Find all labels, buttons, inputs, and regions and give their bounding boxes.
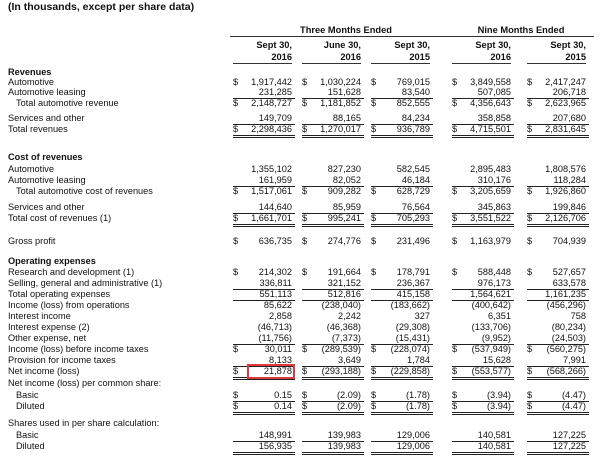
row-value-col3: 178,791	[396, 267, 430, 277]
currency-symbol: $	[371, 77, 377, 87]
row-value-col3: 231,496	[396, 236, 430, 246]
double-underline	[233, 135, 295, 138]
row-label: Total automotive cost of revenues	[16, 186, 153, 196]
currency-symbol: $	[233, 236, 239, 246]
row-value-col3: 1,784	[407, 355, 430, 365]
row-value-col5: 2,831,645	[545, 124, 586, 134]
group-header-three-months: Three Months Ended	[230, 25, 462, 37]
double-underline	[302, 452, 364, 455]
currency-symbol: $	[452, 366, 458, 376]
row-label: Operating expenses	[8, 256, 96, 266]
row-value-col4	[461, 418, 511, 429]
row-value-col3: 84,234	[401, 113, 430, 123]
table-row	[0, 344, 600, 355]
currency-symbol: $	[371, 98, 377, 108]
row-value-col2: (238,040)	[321, 300, 361, 310]
row-value-col3: (1.78)	[405, 401, 430, 411]
double-underline	[527, 224, 589, 227]
row-value-col3: 76,564	[401, 202, 430, 212]
double-underline	[452, 135, 514, 138]
row-value-col4: 1,163,979	[470, 236, 511, 246]
row-label: Automotive leasing	[8, 87, 86, 97]
table-row	[0, 390, 600, 401]
row-label: Total cost of revenues (1)	[8, 213, 112, 223]
row-value-col4: 3,551,522	[470, 213, 511, 223]
currency-symbol: $	[302, 186, 308, 196]
currency-symbol: $	[527, 267, 533, 277]
row-value-col1: 636,735	[258, 236, 292, 246]
currency-symbol: $	[233, 390, 239, 400]
column-header-2-line1: June 30,	[323, 40, 361, 50]
double-underline	[527, 135, 589, 138]
row-value-col1: 30,011	[264, 344, 292, 354]
row-value-col5: 127,225	[552, 441, 586, 451]
row-value-col4: (133,706)	[471, 322, 511, 332]
row-label: Gross profit	[8, 236, 56, 246]
double-underline	[371, 452, 433, 455]
row-value-col2: 321,152	[327, 278, 361, 288]
currency-symbol: $	[527, 366, 533, 376]
table-row	[0, 378, 600, 389]
group-header-nine-months: Nine Months Ended	[448, 25, 594, 37]
row-value-col3: (1.78)	[405, 390, 430, 400]
row-value-col2: 88,165	[332, 113, 361, 123]
row-label: Interest income	[8, 311, 71, 321]
currency-symbol: $	[371, 213, 377, 223]
currency-symbol: $	[302, 77, 308, 87]
table-row	[0, 430, 600, 441]
row-value-col1: 551,113	[259, 289, 292, 299]
currency-symbol: $	[233, 124, 239, 134]
column-header-2-line2: 2016	[340, 52, 361, 62]
row-value-col4: 1,564,621	[470, 289, 511, 299]
row-value-col1: 336,811	[259, 278, 292, 288]
row-value-col3: (15,431)	[395, 333, 430, 343]
row-value-col3: (228,074)	[390, 344, 430, 354]
row-value-col4: 588,448	[477, 267, 511, 277]
row-value-col5: 207,680	[552, 113, 586, 123]
column-header-3	[371, 39, 430, 64]
table-row	[0, 124, 600, 135]
row-label: Diluted	[16, 401, 45, 411]
row-value-col3: 936,789	[396, 124, 430, 134]
table-row	[0, 322, 600, 333]
row-value-col1: 144,640	[258, 202, 292, 212]
row-value-col4: (3.94)	[486, 390, 511, 400]
row-value-col5: (80,234)	[551, 322, 586, 332]
double-underline	[452, 224, 514, 227]
row-value-col3	[380, 152, 430, 163]
row-label: Provision for income taxes	[8, 355, 116, 365]
table-row	[0, 236, 600, 247]
column-header-2	[302, 39, 361, 64]
row-value-col1: 2,148,727	[251, 98, 292, 108]
row-label: Research and development (1)	[8, 267, 135, 277]
row-value-col2: 1,270,017	[320, 124, 361, 134]
row-value-col2: 512,816	[327, 289, 361, 299]
row-value-col3: 83,540	[401, 87, 430, 97]
row-value-col4	[461, 152, 511, 163]
currency-symbol: $	[302, 124, 308, 134]
row-value-col1: 2,298,436	[251, 124, 292, 134]
currency-symbol: $	[527, 390, 533, 400]
double-underline	[233, 412, 295, 415]
row-value-col1: 0.15	[274, 390, 292, 400]
column-header-4-line1: Sept 30,	[475, 40, 511, 50]
row-value-col3: 582,545	[396, 164, 430, 174]
row-value-col1: (46,713)	[257, 322, 292, 332]
double-underline	[233, 452, 295, 455]
row-label: Cost of revenues	[8, 152, 83, 162]
row-value-col2: 995,241	[327, 213, 361, 223]
currency-symbol: $	[527, 236, 533, 246]
row-value-col3	[380, 418, 430, 429]
row-value-col2: 139,983	[327, 441, 361, 451]
row-value-col2: 1,030,224	[320, 77, 361, 87]
row-label: Basic	[16, 390, 39, 400]
row-value-col1: 1,517,061	[251, 186, 292, 196]
net-income-highlight-box	[247, 364, 295, 379]
row-value-col5: (4.47)	[561, 401, 586, 411]
row-label: Other expense, net	[8, 333, 87, 343]
row-label: Automotive	[8, 164, 54, 174]
row-value-col5	[536, 378, 586, 389]
table-row	[0, 278, 600, 289]
row-value-col1: (11,756)	[258, 333, 292, 343]
row-label: Interest expense (2)	[8, 322, 90, 332]
currency-symbol: $	[233, 186, 239, 196]
row-value-col4: 4,356,643	[470, 98, 511, 108]
currency-symbol: $	[452, 401, 458, 411]
currency-symbol: $	[371, 366, 377, 376]
currency-symbol: $	[452, 98, 458, 108]
row-value-col5: 2,126,706	[545, 213, 586, 223]
row-value-col5	[536, 152, 586, 163]
table-row	[0, 202, 600, 213]
column-header-1	[233, 39, 292, 64]
currency-symbol: $	[527, 124, 533, 134]
column-header-5-line1: Sept 30,	[550, 40, 586, 50]
double-underline	[371, 412, 433, 415]
table-row	[0, 98, 600, 109]
row-value-col4: 3,849,558	[470, 77, 511, 87]
row-value-col2	[311, 152, 361, 163]
currency-symbol: $	[452, 267, 458, 277]
row-value-col1	[242, 256, 292, 267]
row-label: Revenues	[8, 67, 52, 77]
table-row	[0, 186, 600, 197]
currency-symbol: $	[452, 390, 458, 400]
column-header-5	[527, 39, 586, 64]
row-label: Automotive leasing	[8, 175, 86, 185]
row-value-col2: (7,373)	[331, 333, 361, 343]
row-value-col3: 327	[414, 311, 430, 321]
row-value-col5: 1,808,576	[545, 164, 586, 174]
double-underline	[452, 412, 514, 415]
row-value-col2: (46,368)	[326, 322, 361, 332]
row-value-col4	[461, 256, 511, 267]
table-row	[0, 289, 600, 300]
row-value-col2	[311, 378, 361, 389]
currency-symbol: $	[302, 390, 308, 400]
row-value-col4: (400,642)	[471, 300, 511, 310]
row-value-col3: 129,006	[396, 441, 430, 451]
table-row	[0, 152, 600, 163]
row-value-col4: 6,351	[488, 311, 511, 321]
row-value-col3	[380, 378, 430, 389]
row-label: Selling, general and administrative (1)	[8, 278, 163, 288]
row-label: Shares used in per share calculation:	[8, 418, 160, 428]
row-value-col1: 161,959	[258, 175, 292, 185]
currency-symbol: $	[233, 401, 239, 411]
row-value-col1: 148,991	[258, 430, 292, 440]
currency-symbol: $	[452, 236, 458, 246]
row-value-col5	[536, 256, 586, 267]
column-header-1-line1: Sept 30,	[256, 40, 292, 50]
row-value-col4: 3,205,659	[470, 186, 511, 196]
row-label: Total revenues	[8, 124, 68, 134]
row-value-col4: 358,858	[477, 113, 511, 123]
row-value-col4: (3.94)	[486, 401, 511, 411]
currency-symbol: $	[233, 77, 239, 87]
row-label: Total automotive revenue	[16, 98, 119, 108]
row-value-col5: (560,275)	[546, 344, 586, 354]
row-value-col2: (293,188)	[321, 366, 361, 376]
column-header-1-line2: 2016	[271, 52, 292, 62]
currency-symbol: $	[233, 98, 239, 108]
row-value-col3: (183,662)	[390, 300, 430, 310]
double-underline	[302, 224, 364, 227]
row-value-col4	[461, 378, 511, 389]
row-label: Income (loss) from operations	[8, 300, 130, 310]
row-value-col4: (537,949)	[471, 344, 511, 354]
row-value-col5: (4.47)	[561, 390, 586, 400]
row-value-col5: 1,926,860	[545, 186, 586, 196]
column-header-3-line2: 2015	[409, 52, 430, 62]
row-label: Basic	[16, 430, 39, 440]
currency-symbol: $	[527, 344, 533, 354]
row-value-col4: 140,581	[477, 441, 511, 451]
double-underline	[302, 135, 364, 138]
column-header-5-line2: 2015	[565, 52, 586, 62]
double-underline	[527, 412, 589, 415]
double-underline	[233, 224, 295, 227]
row-value-col3: (29,308)	[395, 322, 430, 332]
currency-symbol: $	[233, 267, 239, 277]
row-value-col5: 1,161,235	[545, 289, 586, 299]
currency-symbol: $	[527, 98, 533, 108]
row-value-col3	[380, 256, 430, 267]
column-header-4-line2: 2016	[490, 52, 511, 62]
currency-symbol: $	[302, 213, 308, 223]
row-value-col3: 769,015	[396, 77, 430, 87]
row-value-col2	[311, 418, 361, 429]
table-row	[0, 256, 600, 267]
row-value-col5: 758	[570, 311, 586, 321]
row-value-col4: (553,577)	[471, 366, 511, 376]
table-row	[0, 164, 600, 175]
table-row	[0, 441, 600, 452]
currency-symbol: $	[302, 236, 308, 246]
currency-symbol: $	[452, 213, 458, 223]
currency-symbol: $	[302, 267, 308, 277]
row-label: Services and other	[8, 202, 85, 212]
currency-symbol: $	[452, 186, 458, 196]
row-value-col3: 46,184	[401, 175, 430, 185]
row-value-col4: 310,176	[477, 175, 511, 185]
row-value-col4: 345,863	[477, 202, 511, 212]
currency-symbol: $	[452, 77, 458, 87]
row-value-col3: 415,158	[396, 289, 430, 299]
table-row	[0, 418, 600, 429]
currency-symbol: $	[371, 344, 377, 354]
row-value-col2: 82,052	[332, 175, 361, 185]
currency-symbol: $	[233, 213, 239, 223]
row-value-col3: 129,006	[396, 430, 430, 440]
row-value-col5: (568,266)	[546, 366, 586, 376]
column-header-3-line1: Sept 30,	[394, 40, 430, 50]
currency-symbol: $	[371, 186, 377, 196]
row-value-col5: 2,417,247	[545, 77, 586, 87]
row-value-col2: 139,983	[327, 430, 361, 440]
currency-symbol: $	[527, 213, 533, 223]
row-value-col4: (9,952)	[481, 333, 511, 343]
row-value-col4: 140,581	[477, 430, 511, 440]
currency-symbol: $	[302, 98, 308, 108]
row-value-col5: (456,296)	[546, 300, 586, 310]
row-label: Services and other	[8, 113, 85, 123]
currency-symbol: $	[371, 390, 377, 400]
row-value-col2: 191,664	[327, 267, 361, 277]
table-row	[0, 175, 600, 186]
row-value-col3: 705,293	[396, 213, 430, 223]
row-value-col4: 507,085	[477, 87, 511, 97]
table-row	[0, 333, 600, 344]
currency-symbol: $	[452, 344, 458, 354]
currency-symbol: $	[233, 366, 239, 376]
currency-symbol: $	[371, 124, 377, 134]
row-value-col1: 1,917,442	[251, 77, 292, 87]
table-row	[0, 311, 600, 322]
row-label: Net income (loss) per common share:	[8, 378, 162, 388]
row-value-col2: (2.09)	[336, 401, 361, 411]
row-value-col5	[536, 418, 586, 429]
row-value-col1: 156,935	[258, 441, 292, 451]
row-value-col2: 274,776	[327, 236, 361, 246]
row-label: Automotive	[8, 77, 54, 87]
row-value-col5: 206,718	[552, 87, 586, 97]
row-value-col5: (24,503)	[551, 333, 586, 343]
row-value-col4: 976,173	[477, 278, 511, 288]
currency-symbol: $	[371, 236, 377, 246]
currency-symbol: $	[452, 124, 458, 134]
row-value-col4: 4,715,501	[470, 124, 511, 134]
row-label: Income (loss) before income taxes	[8, 344, 149, 354]
row-value-col3: (229,858)	[390, 366, 430, 376]
row-value-col5: 633,578	[552, 278, 586, 288]
row-value-col1	[242, 152, 292, 163]
double-underline	[302, 412, 364, 415]
row-value-col2: 2,242	[338, 311, 361, 321]
row-value-col2: 827,230	[327, 164, 361, 174]
row-value-col1: 1,661,701	[251, 213, 292, 223]
row-label: Diluted	[16, 441, 45, 451]
row-value-col5: 527,657	[552, 267, 586, 277]
currency-symbol: $	[527, 401, 533, 411]
table-row	[0, 113, 600, 124]
row-value-col2: (289,539)	[321, 344, 361, 354]
double-underline	[371, 135, 433, 138]
row-value-col5: 2,623,965	[545, 98, 586, 108]
row-value-col2: 85,959	[332, 202, 361, 212]
currency-symbol: $	[233, 344, 239, 354]
row-value-col1: 231,285	[258, 87, 292, 97]
table-row	[0, 401, 600, 412]
row-value-col5: 7,991	[563, 355, 586, 365]
row-value-col5: 127,225	[552, 430, 586, 440]
row-value-col3: 628,729	[396, 186, 430, 196]
currency-symbol: $	[302, 366, 308, 376]
row-value-col5: 118,284	[553, 175, 586, 185]
column-header-4	[452, 39, 511, 64]
row-value-col2: 151,628	[327, 87, 361, 97]
row-value-col2: 1,181,852	[320, 98, 361, 108]
row-value-col2: 909,282	[327, 186, 361, 196]
currency-symbol: $	[371, 267, 377, 277]
row-value-col1: 0.14	[274, 401, 292, 411]
table-row	[0, 213, 600, 224]
table-row	[0, 87, 600, 98]
currency-symbol: $	[302, 401, 308, 411]
table-row	[0, 366, 600, 377]
table-row	[0, 355, 600, 366]
table-row	[0, 300, 600, 311]
row-value-col1: 8,133	[269, 355, 292, 365]
row-value-col1	[242, 418, 292, 429]
row-value-col1	[242, 378, 292, 389]
currency-symbol: $	[302, 344, 308, 354]
row-value-col1: 2,858	[269, 311, 292, 321]
double-underline	[527, 452, 589, 455]
row-label: Net income (loss)	[8, 366, 80, 376]
row-value-col4: 15,628	[482, 355, 511, 365]
double-underline	[452, 452, 514, 455]
row-value-col1: 21,878	[263, 366, 292, 376]
row-value-col3: 236,367	[396, 278, 430, 288]
currency-symbol: $	[371, 401, 377, 411]
row-value-col1: 1,355,102	[251, 164, 292, 174]
table-row	[0, 267, 600, 278]
row-value-col3: 852,555	[396, 98, 430, 108]
row-value-col2	[311, 256, 361, 267]
double-underline	[371, 224, 433, 227]
row-value-col2: 3,649	[338, 355, 361, 365]
row-value-col1: 149,709	[258, 113, 292, 123]
currency-symbol: $	[527, 77, 533, 87]
statement-caption: (In thousands, except per share data)	[8, 1, 195, 13]
currency-symbol: $	[527, 186, 533, 196]
row-value-col5: 704,939	[552, 236, 586, 246]
row-value-col1: 214,302	[258, 267, 292, 277]
row-value-col4: 2,895,483	[470, 164, 511, 174]
row-value-col1: 85,622	[263, 300, 292, 310]
row-label: Total operating expenses	[8, 289, 111, 299]
row-value-col5: 199,846	[552, 202, 586, 212]
row-value-col2: (2.09)	[336, 390, 361, 400]
